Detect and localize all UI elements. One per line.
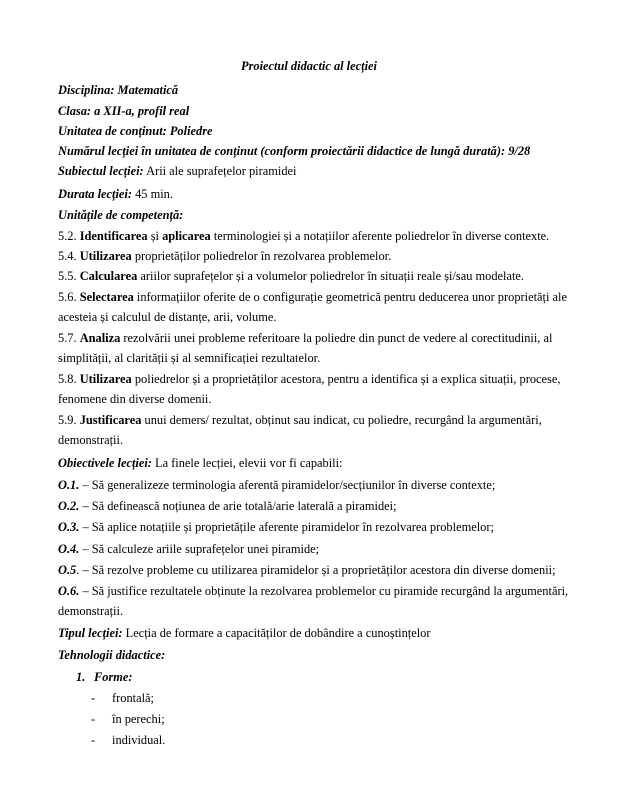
obiectiv-code: O.6. [58, 584, 80, 598]
competenta-verb: aplicarea [162, 229, 211, 243]
bullet-dash: - [91, 712, 96, 726]
competenta-verb: Selectarea [79, 290, 134, 304]
competenta-5-7 [58, 330, 578, 346]
disciplina-line: Disciplina: Matematică [58, 83, 179, 97]
competenta-number: 5.8. [58, 372, 80, 386]
competenta-number: 5.5. [58, 269, 80, 283]
obiectiv-text: – Să generalizeze terminologia aferentă piramidelor/secțiunilor în diverse contexte; [79, 478, 496, 492]
tipul-value: Lecția de formare a capacităților de dobândire a cunoștințelor [122, 626, 431, 640]
competenta-verb: Utilizarea [79, 372, 132, 386]
obiective-line [58, 455, 578, 471]
forme-item: în perechi; [112, 712, 165, 726]
competente-heading: Unitățile de competență: [58, 208, 184, 222]
obiectiv-text: – Să justifice rezultatele obținute la rezolvarea problemelor cu piramide recurgând la argumentări, [79, 584, 569, 598]
obiectiv-code: O.5 [58, 563, 77, 577]
forme-item: frontală; [112, 691, 154, 705]
clasa-line: Clasa: a XII-a, profil real [58, 104, 190, 118]
durata-value: 45 min. [132, 187, 173, 201]
competenta-5-8-cont: fenomene din diverse domenii. [58, 392, 212, 406]
competenta-5-9-cont: demonstrații. [58, 433, 124, 447]
forme-item-number: 1. [76, 670, 86, 684]
competenta-5-8 [58, 371, 578, 387]
subiect-line [58, 163, 578, 179]
competenta-text: unui demers/ rezultat, obținut sau indicat, cu poliedre, recurgând la argumentări, [141, 413, 542, 427]
competenta-5-5 [58, 268, 578, 284]
tehnologii-heading: Tehnologii didactice: [58, 648, 166, 662]
competenta-verb: Analiza [79, 331, 121, 345]
competenta-verb: Identificarea [79, 229, 148, 243]
subiect-value: Arii ale suprafețelor piramidei [143, 164, 297, 178]
obiectiv-text: . – Să rezolve probleme cu utilizarea piramidelor și a proprietăților acestora din diverse domenii; [76, 563, 556, 577]
obiectiv-text: – Să definească noțiunea de arie totală/arie laterală a piramidei; [79, 499, 397, 513]
obiectiv-code: O.4. [58, 542, 80, 556]
durata-line [58, 186, 578, 202]
competenta-5-9 [58, 412, 578, 428]
obiectiv-o6-cont: demonstrații. [58, 604, 124, 618]
obiectiv-text: – Să aplice notațiile și proprietățile aferente piramidelor în rezolvarea problemelor; [79, 520, 494, 534]
competenta-text: informațiilor oferite de o configurație geometrică pentru deducerea unor proprietăți ale [133, 290, 567, 304]
tipul-label: Tipul lecției: [58, 626, 123, 640]
subiect-label: Subiectul lecției: [58, 164, 144, 178]
competenta-number: 5.7. [58, 331, 80, 345]
obiectiv-text: – Să calculeze ariile suprafețelor unei piramide; [79, 542, 320, 556]
tipul-line [58, 625, 578, 641]
numarul-line: Numărul lecției în unitatea de conținut (conform proiectării didactice de lungă durată): 9/28 [58, 144, 531, 158]
competenta-5-2 [58, 228, 578, 244]
competenta-text: terminologiei și a notațiilor aferente poliedrelor în diverse contexte. [210, 229, 550, 243]
forme-heading: Forme: [94, 670, 133, 684]
competenta-verb: Calcularea [79, 269, 138, 283]
obiectiv-code: O.1. [58, 478, 80, 492]
competenta-verb: Justificarea [79, 413, 142, 427]
durata-label: Durata lecției: [58, 187, 132, 201]
forme-item: individual. [112, 733, 166, 747]
competenta-number: 5.6. [58, 290, 80, 304]
competenta-text: ariilor suprafețelor și a volumelor poliedrelor în situații reale și/sau modelate. [137, 269, 525, 283]
obiective-label: Obiectivele lecției: [58, 456, 152, 470]
obiective-value: La finele lecției, elevii vor fi capabili: [151, 456, 343, 470]
obiectiv-o5 [58, 562, 578, 578]
competenta-5-4 [58, 248, 578, 264]
unitatea-line: Unitatea de conținut: Poliedre [58, 124, 213, 138]
obiectiv-o4 [58, 541, 578, 557]
competenta-5-6-cont: acesteia și calculul de distanțe, arii, volume. [58, 310, 277, 324]
competenta-number: 5.2. [58, 229, 80, 243]
competenta-connector: și [147, 229, 163, 243]
competenta-text: rezolvării unei probleme referitoare la poliedre din punct de vedere al corectitudinii, al [120, 331, 553, 345]
competenta-text: poliedrelor și a proprietăților acestora, pentru a identifica și a explica situații, procese, [131, 372, 561, 386]
bullet-dash: - [91, 691, 96, 705]
competenta-number: 5.4. [58, 249, 80, 263]
competenta-5-7-cont: simplității, al clarității și al semnificației rezultatelor. [58, 351, 321, 365]
competenta-text: proprietăților poliedrelor în rezolvarea problemelor. [131, 249, 392, 263]
obiectiv-code: O.2. [58, 499, 80, 513]
bullet-dash: - [91, 733, 96, 747]
obiectiv-o3 [58, 519, 578, 535]
obiectiv-o1 [58, 477, 578, 493]
obiectiv-code: O.3. [58, 520, 80, 534]
obiectiv-o6 [58, 583, 578, 599]
competenta-number: 5.9. [58, 413, 80, 427]
competenta-5-6 [58, 289, 578, 305]
competenta-verb: Utilizarea [79, 249, 132, 263]
doc-title: Proiectul didactic al lecției [241, 59, 377, 73]
obiectiv-o2 [58, 498, 578, 514]
